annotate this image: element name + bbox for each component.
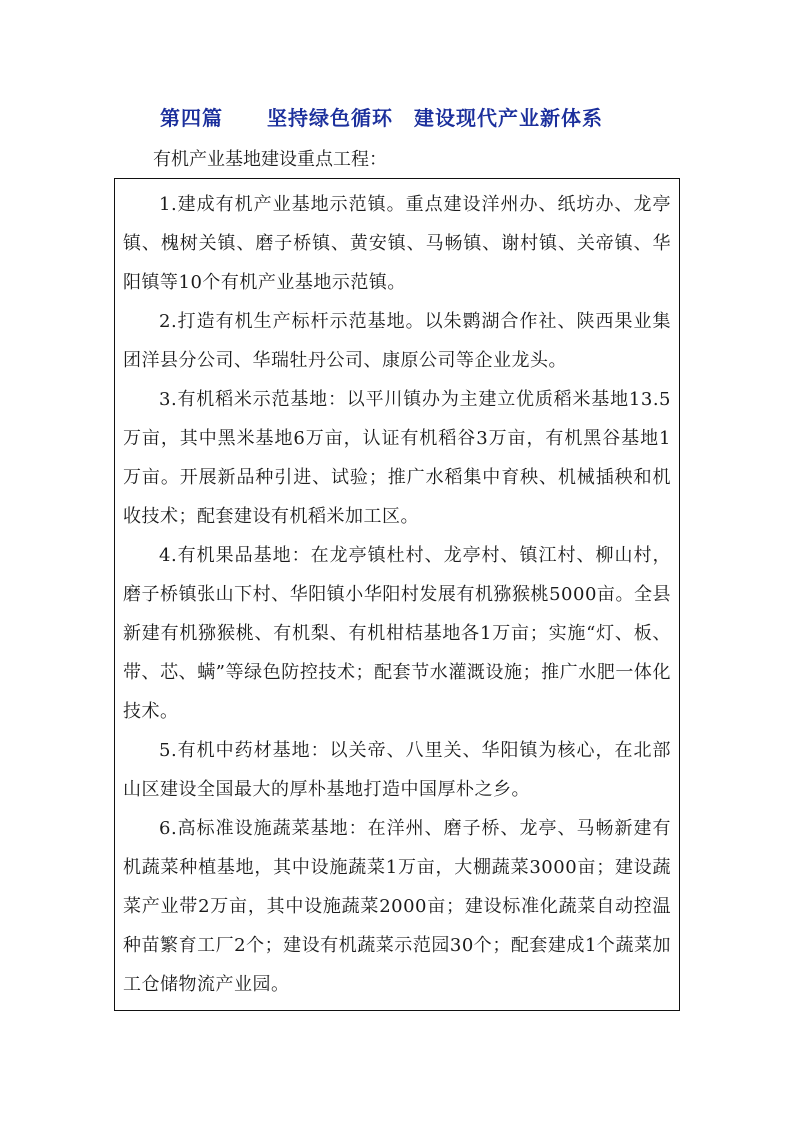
chapter-title: 坚持绿色循环 建设现代产业新体系 (267, 106, 603, 130)
section-intro: 有机产业基地建设重点工程： (153, 149, 387, 170)
chapter-header (160, 104, 603, 132)
project-paragraph-1: 1.建成有机产业基地示范镇。重点建设洋州办、纸坊办、龙亭镇、槐树关镇、磨子桥镇、黄安镇、马畅镇、谢村镇、关帝镇、华阳镇等10个有机产业基地示范镇。 (123, 194, 671, 293)
key-projects-box (114, 178, 680, 1011)
project-paragraph-5: 5.有机中药材基地：以关帝、八里关、华阳镇为核心，在北部山区建设全国最大的厚朴基地打造中国厚朴之乡。 (123, 740, 671, 800)
project-paragraph-3: 3.有机稻米示范基地：以平川镇办为主建立优质稻米基地13.5万亩，其中黑米基地6万亩，认证有机稻谷3万亩，有机黑谷基地1万亩。开展新品种引进、试验；推广水稻集中育秧、机械插秧和机收技术；配套建设有机稻米加工区。 (123, 389, 671, 527)
project-paragraph-2: 2.打造有机生产标杆示范基地。以朱鹮湖合作社、陕西果业集团洋县分公司、华瑞牡丹公司、康原公司等企业龙头。 (123, 311, 671, 371)
project-paragraph-4: 4.有机果品基地：在龙亭镇杜村、龙亭村、镇江村、柳山村，磨子桥镇张山下村、华阳镇小华阳村发展有机猕猴桃5000亩。全县新建有机猕猴桃、有机梨、有机柑桔基地各1万亩；实施“灯、板、带、芯、螨”等绿色防控技术；配套节水灌溉设施；推广水肥一体化技术。 (123, 545, 671, 722)
project-paragraph-6: 6.高标准设施蔬菜基地：在洋州、磨子桥、龙亭、马畅新建有机蔬菜种植基地，其中设施蔬菜1万亩，大棚蔬菜3000亩；建设蔬菜产业带2万亩，其中设施蔬菜2000亩；建设标准化蔬菜自动控温种苗繁育工厂2个；建设有机蔬菜示范园30个；配套建成1个蔬菜加工仓储物流产业园。 (123, 818, 671, 995)
chapter-number: 第四篇 (160, 106, 223, 130)
